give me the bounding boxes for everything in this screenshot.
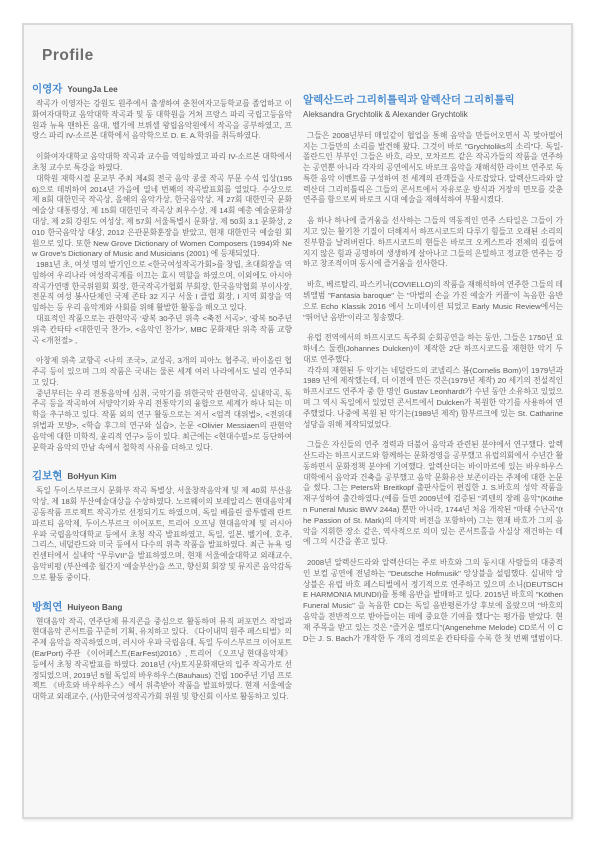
bio-paragraph: 아창제 위촉 교향곡 <나의 조국>, 교성곡, 3개의 피아노 협주곡, 바이올린 협주곡 등이 있으며 그의 작품은 국내는 물론 세계 여러 나라에서도 널리 연주되고 있다. xyxy=(32,356,292,387)
profile-section-youngja-lee xyxy=(32,83,292,453)
artist-name-korean: 방희연 xyxy=(32,600,63,613)
bio-paragraph: 그들은 자신들의 연주 경력과 더불어 음악과 관련된 분야에서 연구했다. 알렉산드라는 하프시코드와 함께하는 문화경영을 공부했고 유럽의회에서 수년간 활동하면서 문화정책 분야에 기여했다. 알렉산더는 바이마르에 있는 바우하우스 대학에서 음악과 건축을 공부했고 음악 문화유산 보존이라는 주제에 대한 논문을 썼다. 그는 Peters와 Breitkopf 출판사들이 편집한 J. S.바흐의 성악 작품을 재구성하여 출간하였다.(예를 들면 2009년에 검증된 "쾨텐의 장례 음악"(Köthen Funeral Music BWV 244a) 뿐만 아니라, 1744년 처음 개작된 "마태 수난곡"(the Passion of St. Mark)의 마지막 버전을 포함하여) 그는 현재 바흐가 그의 음악을 지휘한 장소 같은, 역사적으로 의미 있는 콘서트홀을 사실상 재건하는 데에 그의 시간을 쏟고 있다. xyxy=(303,440,564,547)
artist-heading xyxy=(32,470,292,483)
two-column-layout xyxy=(32,83,563,703)
bio-paragraph: 대표적인 작품으로는 관현악곡 '광복 30주년 위촉 <축전 서곡>', '광복 50주년 위촉 칸타타 <대한민국 찬가>, <음악인 찬가>', MBC 문화재단 위촉 작품 교향곡 <개천절> , xyxy=(32,313,292,345)
bio-paragraph: 1981년 초, 여섯 명의 발기인으로 <한국여성작곡가회>를 창립, 초대회장을 역임하여 우리나라 여성작곡계를 이끄는 효시 역할을 하였으며, 이외에도 아시아 작곡가연맹 한국위원회 회장, 한국작곡가협회 부회장, 한국음악협회 부이사장, 전문직 여성 봉사단체인 국제 존타 32 지구 서울 I 클럽 회장, I 지역 회장을 역임하는 등 우리 음악계와 사회를 위해 활발한 활동을 해오고 있다. xyxy=(32,260,292,313)
artist-name-korean: 김보현 xyxy=(32,470,63,483)
bio-paragraph: 각각의 재현된 두 악기는 네덜란드의 코넬리스 봄(Cornelis Bom)이 1979년과 1989 년에 제작했는데, 더 이전에 만든 것은(1979년 제작) 20 세기의 전설적인 하프시코드 연주자 중 한 명인 Gustav Leonhardt가 수년 동안 소유하고 있었으며 그 역시 독일에서 있었던 콘서트에서 Dulcken가 복원한 악기를 사용하여 연주했었다. 나중에 복원 된 악기는(1989년 제작) 함부르크에 있는 St. Catharine 성당을 위해 제작되었었다. xyxy=(303,365,563,429)
artist-heading xyxy=(32,601,292,614)
artist-name-korean: 알렉산드라 그리히틀릭과 알렉산더 그리히틀릭 xyxy=(303,94,515,106)
page-title: Profile xyxy=(42,47,94,64)
bio-paragraph: 유럽 전역에서의 하프시코드 독주회 순회공연을 하는 동안, 그들은 1750년 요하네스 둘켄(Johannes Dulcken)이 제작한 2단 하프시코드를 재현한 악기 두 대로 연주했다. xyxy=(303,333,563,364)
bio-paragraph: 독일 두이스부르크시 문화부 작곡 특별상, 서울창작음악제 및 제 40회 부산음악상, 제 18회 부산예술대상을 수상하였다. 노르웨이의 보레알리스 현대음악제 공동작품 프로젝트 작곡가로 선정되기도 하였으며, 독일 베를린 쿨투렐레 란트파르티 음악제, 두이스부르크 이어포트, 트리어 오프닝 현대음악제 및 러시아 우파 국립음악대학교 등에서 초청 작곡 발표하였고, 독일, 일본, 벨기에, 호주, 그리스, 네덜란드와 미국 등에서 다수의 위촉 작품을 발표하였다. 최근 뉴욕 링컨센터에서 실내악 "무루VII"을 발표하였으며, 현재 서울예술대학교 외래교수, 음악비평 (부산예총 월간지 '예술부산')을 쓰고, 향신회 회장 및 뮤지콘 음악감독으로 활동 중이다. xyxy=(32,486,292,582)
artist-name-english: BoHyun Kim xyxy=(67,472,117,482)
artist-name-english: Huiyeon Bang xyxy=(67,602,123,612)
artist-name-english: Aleksandra Grychtolik & Alexander Grychtolik xyxy=(303,110,468,120)
content-frame xyxy=(22,23,573,819)
bio-paragraph: 2008년 알렉산드라와 알렉산더는 주로 바흐와 그의 동시대 사람들의 대중적인 보컬 공연에 전념하는 "Deutsche Hofmusik" 앙상블을 설립했다. 실내악 앙상블은 유럽 바흐 페스티벌에서 정기적으로 연주하고 있으며 소니(DEUTSCHE HARMONIA MUNDI)를 통해 음반을 발매하고 있다. 2015년 바흐의 "Köthen Funeral Music" 을 녹음한 CD는 독일 음반평론가상 후보에 올랐으며 "바흐의 음악을 전반적으로 받아들이는 데에 중요한 기여를 했다"는 평가를 받았다. 현재 주목을 받고 있는 것은 "즐거운 멜로디"(Angenehme Melode) CD로서 이 CD는 J. S. Bach가 개작한 두 개의 경의로운 칸타타를 수록 한 첫 번째 앨범이다. xyxy=(303,558,563,643)
bio-paragraph: 작곡가 이영자는 강원도 원주에서 출생하여 춘천여자고등학교를 졸업하고 이화여자대학교 음악대학 작곡과 및 동 대학원을 거쳐 프랑스 파리 국립고등음악원과 뉴욕 맨하튼 음대, 벨기에 브뤼셀 왕립음악원에서 작곡을 공부하였고, 프랑스 파리 IV-소르본 대학에서 음악학으로 D. E. A.학위를 취득하였다. xyxy=(32,99,292,141)
right-column xyxy=(303,83,563,644)
profile-section-huiyeon-bang xyxy=(32,601,292,703)
artist-name-english: YoungJa Lee xyxy=(67,85,118,94)
bio-paragraph: 대학원 재학시절 문교부 주최 제4회 전국 음악 콩쿨 작곡 부문 수석 입상(1956)으로 데뷔하여 2014년 가을에 열네 번째의 작곡발표회를 열었다. 수상으로 제 8회 대한민국 작곡상, 올해의 음악가상, 한국음악상, 제 27회 대한민국 문화예술상 대통령상, 제 15회 대한민국 작곡상 최우수상, 제 14회 예총 예술문화상 대상, 제 2회 강원도 여성상, 제 57회 서울특별시 문화상, 제 50회 3.1 문화상, 2010 한국음악상 대상, 2012 은관문화훈장을 받았고, 현재 대한민국 예술원 회원으로 있다. 또한 New Grove Dictionary of Women Composers (1994)와 New Grove's Dictionary of Music and Musicians (2001) 에 등재되었다. xyxy=(32,173,292,259)
profile-section-grychtolik xyxy=(303,94,563,644)
artist-heading xyxy=(303,94,563,107)
bio-paragraph: 바흐, 베르탈리, 파스키니(COVIELLO)의 작품을 재해석하여 연주한 그들의 데뷔앨범 "Fantasia baroque" 는 "마법의 손을 가진 예술가 커플"이 녹음한 음반으로 Echo Klassik 2016 에서 노미네이션 되었고 Early Music Review에서는 "뛰어난 음반"이라고 칭송했다. xyxy=(303,280,563,322)
bio-paragraph: 이화여자대학교 음악대학 작곡과 교수를 역임하였고 파리 IV-소르본 대학에서 초청 교수로 특강을 하였다. xyxy=(32,152,292,173)
bio-paragraph: 음 하나 하나에 즐거움을 선사하는 그들의 역동적인 연주 스타일은 그들이 가지고 있는 활기찬 기질이 더해져서 하프시코드의 다루기 힘들고 오래된 소리의 진부함을 날려버린다. 하프시코드의 현들은 바로크 오케스트라 전체의 길들여지지 않은 힘과 공명하며 생생하게 살아나고 그들의 은밀하고 정교한 연주는 강하고 창조적이며 동시에 즐거움을 선사한다. xyxy=(303,216,563,269)
bio-paragraph: 중년부터는 우리 전통음악에 심취, 국악기를 위한국악 관현악곡, 실내악곡, 독주곡 등을 작곡하여 서양악기와 우리 전통악기의 융합으로 세계가 하나 되는 미학을 추구하고 있다. 작품 외의 연구 활동으로는 저서 <엄격 대위법>, <전위대위법과 모방>, <학습 후그의 연구와 실습>, 논문 <Olivier Messiaen의 관현악 음악에 대한 미학적, 윤리적 연구> 등이 있다. 최근에는 <현대수필>로 등단하여 문학과 음악의 만남 속에서 철학적 사유를 더하고 있다. xyxy=(32,388,292,452)
bio-paragraph: 현대음악 작곡, 연주단체 뮤지콘을 중심으로 활동하며 뮤직 퍼포먼스 작업과 현대음악 콘서트를 꾸준히 기획, 유치하고 있다. 《다이내믹 원주 페스티벌》의 주제 음악을 작곡하였으며, 러시아 우파 국립음대, 독일 두이스부르크 이어포트(EarPort) 주관 《이어페스트(EarFest)2016》, 트리어 《오프닝 현대음악제》 등에서 초청 작곡발표를 하였다. 2018년 (사)토지문화재단의 입주 작곡가로 선정되었으며, 2019년 5월 독일의 바우하우스(Bauhaus) 건립 100주년 기념 프로젝트 《바흐와 바우하우스》에서 위촉받아 작품을 발표하였다. 현재 서울예술대학교 외래교수, (사)한국여성작곡가회 위원 및 향신회 이사로 활동하고 있다. xyxy=(32,616,292,702)
profile-section-bohyun-kim xyxy=(32,470,292,583)
artist-name-korean: 이영자 xyxy=(32,83,63,95)
bio-paragraph: 그들은 2008년부터 매일같이 협업을 통해 음악을 만들어오면서 꼭 맞아떨어지는 그들만의 소리를 발견해 왔다. 그것이 바로 "Grychtoliks의 소리"다. 독일-폴란드인 부부인 그들은 바흐, 라모, 모차르트 같은 작곡가들의 작품을 연주하는 공연뿐 아니라 각자의 공연에서도 바로크 음악을 재해석한 라이브 연주로 독특한 음악 이벤트를 구성하여 전 세계의 관객들을 사로잡았다. 알렉산드라와 알렉산더 그리히틀릭은 그들의 콘서트에서 자유로운 방식과 거장의 면모를 갖춘 연주를 함으로써 바로크 시대 예술을 재해석하여 부활시켰다. xyxy=(303,130,563,205)
left-column xyxy=(32,83,292,703)
artist-heading xyxy=(32,83,292,96)
